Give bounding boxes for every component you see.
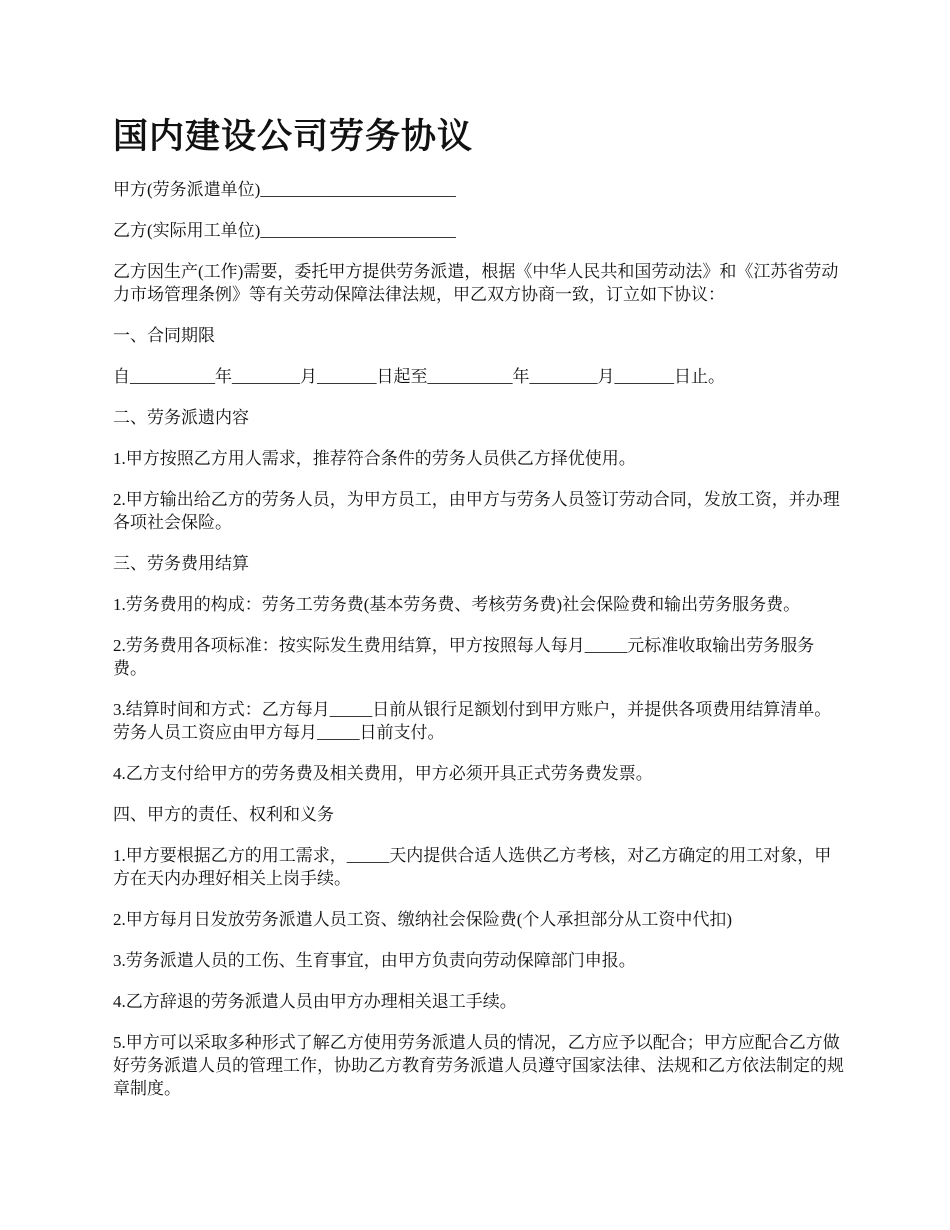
clause-paragraph: 2.甲方每月日发放劳务派遣人员工资、缴纳社会保险费(个人承担部分从工资中代扣) — [113, 910, 733, 929]
contract-period-line: 自__________年________月_______日起至__________年________月_______日止。 — [113, 367, 725, 386]
clause-paragraph: 3.劳务派遣人员的工伤、生育事宜，由甲方负责向劳动保障部门申报。 — [113, 951, 636, 970]
clause-paragraph: 1.劳务费用的构成：劳务工劳务费(基本劳务费、考核劳务费)社会保险费和输出劳务服务费。 — [113, 595, 801, 614]
section-heading-term: 一、合同期限 — [113, 326, 215, 345]
clause-paragraph: 4.乙方支付给甲方的劳务费及相关费用，甲方必须开具正式劳务费发票。 — [113, 764, 653, 783]
clause-paragraph: 2.劳务费用各项标准：按实际发生费用结算，甲方按照每人每月_____元标准收取输出劳务服务费。 — [113, 636, 815, 678]
party-a-line: 甲方(劳务派遣单位)_______________________ — [113, 180, 456, 199]
clause-paragraph: 1.甲方按照乙方用人需求，推荐符合条件的劳务人员供乙方择优使用。 — [113, 449, 636, 468]
clause-paragraph: 2.甲方输出给乙方的劳务人员，为甲方员工，由甲方与劳务人员签订劳动合同，发放工资，并办理各项社会保险。 — [113, 490, 840, 532]
document-page — [113, 112, 848, 1118]
section-heading-party-a-duties: 四、甲方的责任、权利和义务 — [113, 805, 334, 824]
section-heading-settlement: 三、劳务费用结算 — [113, 554, 249, 573]
preamble-paragraph: 乙方因生产(工作)需要，委托甲方提供劳务派遣，根据《中华人民共和国劳动法》和《江苏省劳动力市场管理条例》等有关劳动保障法律法规，甲乙双方协商一致，订立如下协议： — [113, 262, 839, 304]
clause-paragraph: 3.结算时间和方式：乙方每月_____日前从银行足额划付到甲方账户，并提供各项费用结算清单。劳务人员工资应由甲方每月_____日前支付。 — [113, 700, 832, 742]
party-b-line: 乙方(实际用工单位)_______________________ — [113, 221, 456, 240]
clause-paragraph: 4.乙方辞退的劳务派遣人员由甲方办理相关退工手续。 — [113, 992, 517, 1011]
clause-paragraph: 5.甲方可以采取多种形式了解乙方使用劳务派遣人员的情况，乙方应予以配合；甲方应配合乙方做好劳务派遣人员的管理工作，协助乙方教育劳务派遣人员遵守国家法律、法规和乙方依法制定的规章制度。 — [113, 1033, 844, 1098]
section-heading-content: 二、劳务派遗内容 — [113, 408, 249, 427]
clause-paragraph: 1.甲方要根据乙方的用工需求，_____天内提供合适人选供乙方考核，对乙方确定的用工对象，甲方在天内办理好相关上岗手续。 — [113, 846, 832, 888]
document-title: 国内建设公司劳务协议 — [113, 117, 474, 156]
